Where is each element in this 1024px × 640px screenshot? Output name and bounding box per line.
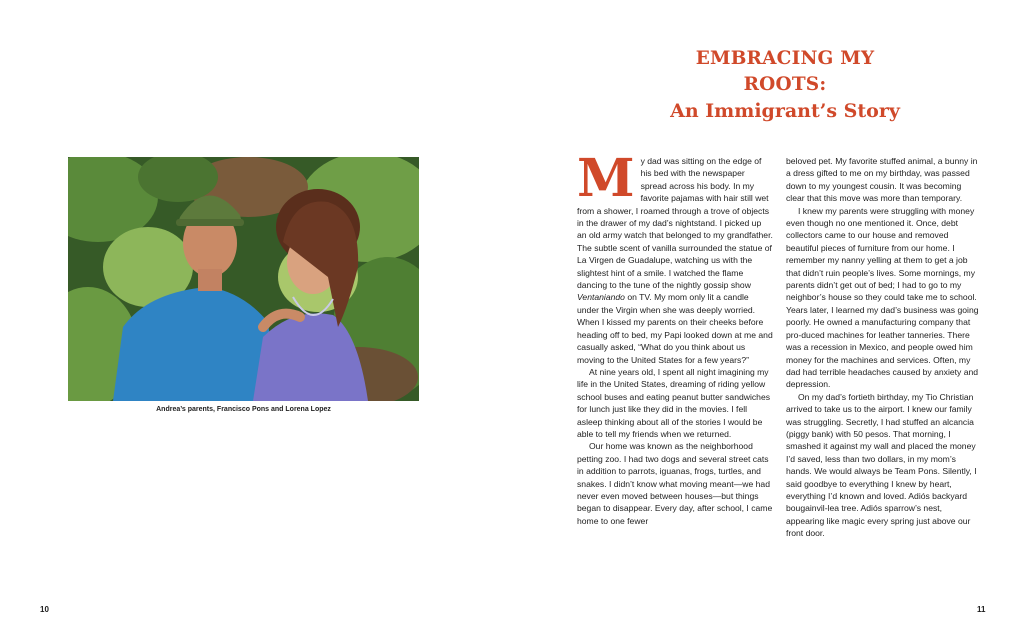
photo-illustration <box>68 157 419 401</box>
page-number-left: 10 <box>40 605 49 614</box>
chapter-title <box>668 46 902 124</box>
text-column-2 <box>786 155 982 540</box>
paragraph: Our home was known as the neighborhood petting zoo. I had two dogs and several street cats in addition to parrots, iguanas, frogs, turtles, and snakes. I didn’t know what moving meant—we had never even moved between houses—but things began to disappear. Every day, after school, I came home to one fewer <box>577 441 773 526</box>
parents-photo <box>68 157 419 401</box>
chapter-title-line1: EMBRACING MY ROOTS: <box>695 48 875 95</box>
paragraph-text: on TV. My mom only lit a candle under the Virgin when she was deeply worried. When I kissed my parents on their cheeks before heading off to bed, my Papi looked down at me and casually asked, “What do you think about us moving to the United States for a few years?” <box>577 292 773 365</box>
photo-caption: Andrea’s parents, Francisco Pons and Lorena Lopez <box>156 406 331 413</box>
paragraph: I knew my parents were struggling with money even though no one mentioned it. Once, debt collectors came to our house and removed beautiful pieces of furniture from our home. I remember my nanny yelling at them to get a job that didn’t ruin people’s lives. Some mornings, my parents didn’t get out of bed; I had to go to my neighbor’s house so they could take me to school. Years later, I learned my dad’s business was going poorly. He owned a manufacturing company that pro-duced machines for leather tanneries. There was a recession in Mexico, and people owed him money for the machines and services. Often, my dad had terrible headaches caused by anxiety and depression. <box>786 205 979 390</box>
page-number-right: 11 <box>977 605 986 614</box>
text-column-1 <box>577 148 773 527</box>
chapter-title-line2: An Immigrant’s Story <box>670 100 900 122</box>
paragraph: At nine years old, I spent all night imagining my life in the United States, dreaming of riding yellow school buses and eating peanut butter sandwiches for lunch just like they did in the movies. I fell asleep thinking about all of the stories I would be able to tell my friends when we returned. <box>577 366 771 439</box>
paragraph-text: y dad was sitting on the edge of his bed with the newspaper spread across his body. In my favorite pajamas with hair still wet from a shower, I roamed through a trove of objects in the drawer of my dad’s nightstand. I picked up an old army watch that belonged to my grandfather. The subtle scent of vanilla surrounded the statue of La Virgen de Guadalupe, watching us with the slightest hint of a smile. I watched the flame dancing to the tune of the nightly gossip show <box>577 156 773 291</box>
paragraph: On my dad’s fortieth birthday, my Tio Christian arrived to take us to the airport. I knew our family was struggling. Secretly, I had stuffed an alcancia (piggy bank) with 50 pesos. That morning, I smashed it against my wall and placed the money I’d saved, less than two dollars, in my mom’s hands. We would always be Team Pons. Silently, I said goodbye to everything I knew by heart, everything I’d known and loved. Adiós backyard bougainvil-lea tree. Adiós sparrow’s nest, appearing like magic every spring just above our front door. <box>786 391 977 539</box>
drop-cap: M <box>577 148 635 209</box>
paragraph: beloved pet. My favorite stuffed animal, a bunny in a dress gifted to me on my birthday, was passed down to my youngest cousin. It was becoming clear that this move was more than temporary. <box>786 156 978 204</box>
show-title: Ventaniando <box>577 292 625 303</box>
